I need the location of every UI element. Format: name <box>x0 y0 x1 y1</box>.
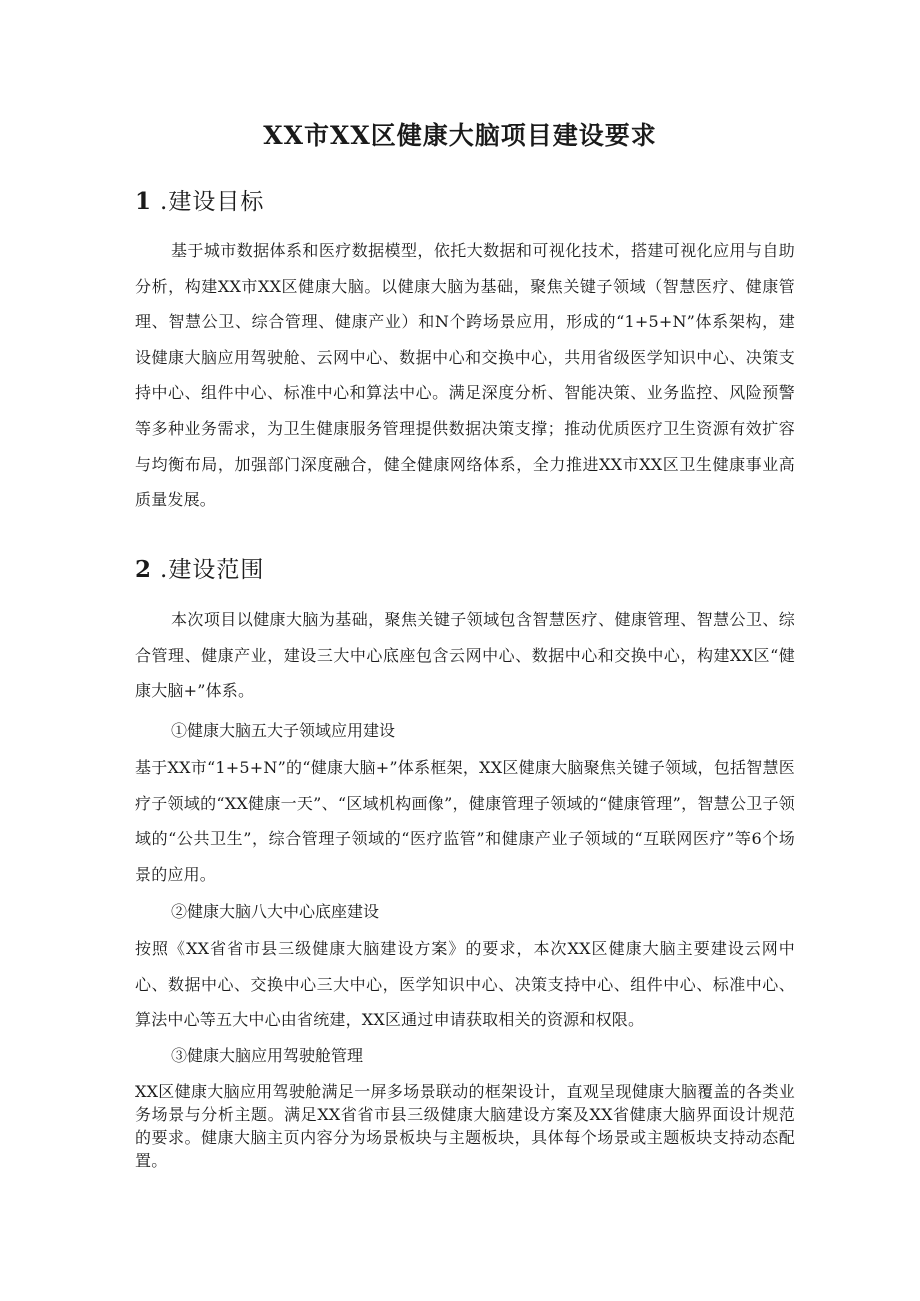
item-1-text: 基于XX市“1+5+N”的“健康大脑+”体系框架，XX区健康大脑聚焦关键子领域，包括智慧医疗子领域的“XX健康一天”、“区域机构画像”，健康管理子领域的“健康管理”，智慧公卫子领域的“公共卫生”，综合管理子领域的“医疗监管”和健康产业子领域的“互联网医疗”等6个场景的应用。 <box>135 758 795 884</box>
item-3-label: ③健康大脑应用驾驶舱管理 <box>171 1046 364 1065</box>
item-2-label: ②健康大脑八大中心底座建设 <box>171 902 380 921</box>
item-3-text: XX区健康大脑应用驾驶舱满足一屏多场景联动的框架设计，直观呈现健康大脑覆盖的各类业务场景与分析主题。满足XX省省市县三级健康大脑建设方案及XX省健康大脑界面设计规范的要求。健康大脑主页内容分为场景板块与主题板块，具体每个场景或主题板块支持动态配置。 <box>135 1082 795 1170</box>
section-1-number: 1 <box>135 188 153 215</box>
section-1-paragraph: 基于城市数据体系和医疗数据模型，依托大数据和可视化技术，搭建可视化应用与自助分析，构建XX市XX区健康大脑。以健康大脑为基础，聚焦关键子领域（智慧医疗、健康管理、智慧公卫、综合管理、健康产业）和N个跨场景应用，形成的“1+5+N”体系架构，建设健康大脑应用驾驶舱、云网中心、数据中心和交换中心，共用省级医学知识中心、决策支持中心、组件中心、标准中心和算法中心。满足深度分析、智能决策、业务监控、风险预警等多种业务需求，为卫生健康服务管理提供数据决策支撑；推动优质医疗卫生资源有效扩容与均衡布局，加强部门深度融合，健全健康网络体系，全力推进XX市XX区卫生健康事业高质量发展。 <box>135 241 795 510</box>
section-2-number: 2 <box>135 556 153 583</box>
section-2-heading <box>135 555 264 585</box>
item-2-text: 按照《XX省省市县三级健康大脑建设方案》的要求，本次XX区健康大脑主要建设云网中心、数据中心、交换中心三大中心，医学知识中心、决策支持中心、组件中心、标准中心、算法中心等五大中心由省统建，XX区通过申请获取相关的资源和权限。 <box>135 939 795 1030</box>
section-2-heading-text: .建设范围 <box>160 557 265 583</box>
item-1-label: ①健康大脑五大子领域应用建设 <box>171 721 396 740</box>
section-2-intro: 本次项目以健康大脑为基础，聚焦关键子领域包含智慧医疗、健康管理、智慧公卫、综合管理、健康产业，建设三大中心底座包含云网中心、数据中心和交换中心，构建XX区“健康大脑+”体系。 <box>135 610 795 701</box>
section-1-heading <box>135 187 264 217</box>
document-title: XX市XX区健康大脑项目建设要求 <box>263 121 657 150</box>
section-1-heading-text: .建设目标 <box>160 189 265 215</box>
